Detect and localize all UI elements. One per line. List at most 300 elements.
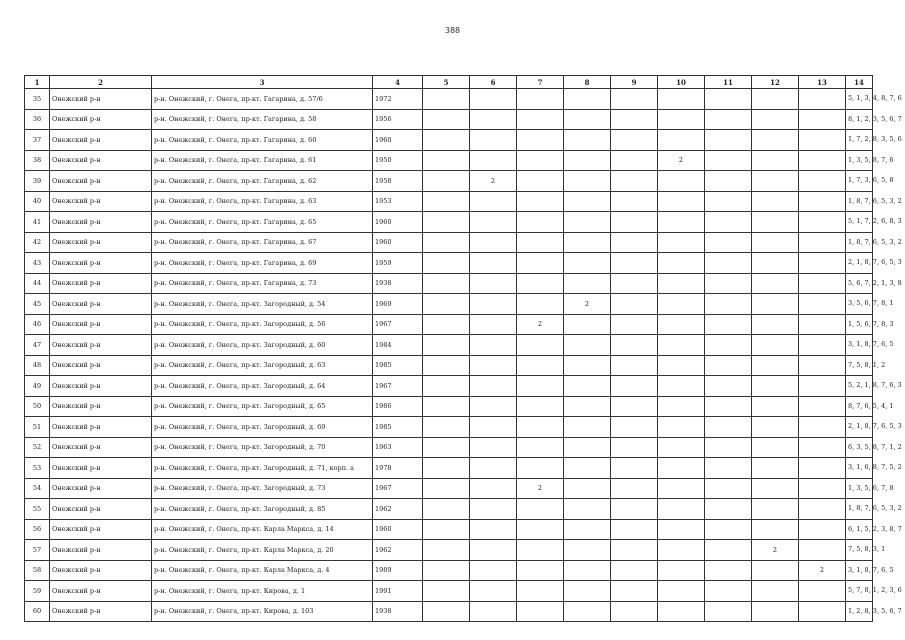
address-cell: р-н. Онежский, г. Онега, пр-кт. Гагарина, д. 63: [152, 191, 373, 212]
year-cell: 1989: [373, 560, 423, 581]
address-cell: р-н. Онежский, г. Онега, пр-кт. Загородный, д. 63: [152, 355, 373, 376]
value-cell: [423, 171, 470, 192]
value-cell: [564, 437, 611, 458]
value-cell: [611, 335, 658, 356]
address-cell: р-н. Онежский, г. Онега, пр-кт. Гагарина, д. 73: [152, 273, 373, 294]
value-cell: [470, 273, 517, 294]
year-cell: 1972: [373, 89, 423, 110]
sequence-cell: 2, 1, 8, 7, 6, 5, 3: [846, 417, 873, 438]
sequence-cell: 3, 1, 6, 8, 7, 5, 2: [846, 458, 873, 479]
value-cell: [752, 601, 799, 622]
value-cell: 2: [799, 560, 846, 581]
sequence-cell: 1, 3, 5, 6, 7, 8: [846, 478, 873, 499]
address-cell: р-н. Онежский, г. Онега, пр-кт. Загородный, д. 85: [152, 499, 373, 520]
sequence-cell: 2, 1, 8, 7, 6, 5, 3: [846, 253, 873, 274]
value-cell: [517, 273, 564, 294]
district-cell: Онежский р-н: [50, 109, 152, 130]
value-cell: [423, 376, 470, 397]
value-cell: [470, 376, 517, 397]
value-cell: [752, 560, 799, 581]
year-cell: 1985: [373, 355, 423, 376]
value-cell: [423, 150, 470, 171]
value-cell: [611, 253, 658, 274]
row-number-cell: 46: [25, 314, 50, 335]
row-number-cell: 39: [25, 171, 50, 192]
value-cell: [611, 212, 658, 233]
value-cell: [799, 171, 846, 192]
address-cell: р-н. Онежский, г. Онега, пр-кт. Загородный, д. 73: [152, 478, 373, 499]
header-row: [25, 76, 873, 89]
value-cell: [611, 355, 658, 376]
district-cell: Онежский р-н: [50, 191, 152, 212]
row-number-cell: 51: [25, 417, 50, 438]
row-number-cell: 40: [25, 191, 50, 212]
address-cell: р-н. Онежский, г. Онега, пр-кт. Гагарина, д. 60: [152, 130, 373, 151]
row-number-cell: 41: [25, 212, 50, 233]
value-cell: [470, 294, 517, 315]
address-cell: р-н. Онежский, г. Онега, пр-кт. Загородный, д. 54: [152, 294, 373, 315]
column-header: 8: [564, 76, 611, 89]
value-cell: [799, 314, 846, 335]
row-number-cell: 54: [25, 478, 50, 499]
value-cell: [564, 273, 611, 294]
value-cell: [517, 519, 564, 540]
value-cell: [705, 417, 752, 438]
value-cell: [423, 335, 470, 356]
value-cell: [423, 294, 470, 315]
column-header: 9: [611, 76, 658, 89]
value-cell: [705, 335, 752, 356]
district-cell: Онежский р-н: [50, 89, 152, 110]
value-cell: [564, 212, 611, 233]
column-header: 5: [423, 76, 470, 89]
column-header: 2: [50, 76, 152, 89]
district-cell: Онежский р-н: [50, 540, 152, 561]
sequence-cell: 1, 5, 6, 7, 8, 3: [846, 314, 873, 335]
value-cell: [799, 581, 846, 602]
value-cell: [658, 109, 705, 130]
address-cell: р-н. Онежский, г. Онега, пр-кт. Карла Маркса, д. 4: [152, 560, 373, 581]
district-cell: Онежский р-н: [50, 376, 152, 397]
table-row: [25, 478, 873, 499]
value-cell: [799, 437, 846, 458]
value-cell: [799, 150, 846, 171]
table-row: [25, 355, 873, 376]
value-cell: [470, 581, 517, 602]
value-cell: [658, 273, 705, 294]
value-cell: [658, 191, 705, 212]
sequence-cell: 1, 7, 2, 8, 3, 5, 6: [846, 130, 873, 151]
value-cell: [423, 581, 470, 602]
value-cell: [470, 560, 517, 581]
value-cell: [752, 396, 799, 417]
year-cell: 1960: [373, 130, 423, 151]
year-cell: 1960: [373, 519, 423, 540]
row-number-cell: 43: [25, 253, 50, 274]
value-cell: [611, 109, 658, 130]
value-cell: [564, 396, 611, 417]
value-cell: [564, 417, 611, 438]
address-cell: р-н. Онежский, г. Онега, пр-кт. Загородный, д. 70: [152, 437, 373, 458]
address-cell: р-н. Онежский, г. Онега, пр-кт. Гагарина, д. 58: [152, 109, 373, 130]
district-cell: Онежский р-н: [50, 130, 152, 151]
address-cell: р-н. Онежский, г. Онега, пр-кт. Загородный, д. 69: [152, 417, 373, 438]
value-cell: [705, 314, 752, 335]
value-cell: [611, 273, 658, 294]
value-cell: [799, 212, 846, 233]
value-cell: [799, 376, 846, 397]
value-cell: [517, 335, 564, 356]
value-cell: [564, 232, 611, 253]
value-cell: [517, 560, 564, 581]
value-cell: [705, 437, 752, 458]
value-cell: [564, 130, 611, 151]
value-cell: 2: [517, 314, 564, 335]
value-cell: [611, 458, 658, 479]
value-cell: [517, 109, 564, 130]
table-row: [25, 376, 873, 397]
value-cell: [470, 232, 517, 253]
value-cell: [470, 458, 517, 479]
value-cell: [658, 212, 705, 233]
value-cell: [799, 540, 846, 561]
value-cell: [705, 458, 752, 479]
value-cell: [470, 253, 517, 274]
district-cell: Онежский р-н: [50, 396, 152, 417]
value-cell: [517, 601, 564, 622]
column-header: 14: [846, 76, 873, 89]
address-cell: р-н. Онежский, г. Онега, пр-кт. Загородный, д. 64: [152, 376, 373, 397]
value-cell: [470, 89, 517, 110]
table-row: [25, 212, 873, 233]
district-cell: Онежский р-н: [50, 273, 152, 294]
row-number-cell: 36: [25, 109, 50, 130]
column-header: 11: [705, 76, 752, 89]
sequence-cell: 5, 2, 1, 8, 7, 6, 3: [846, 376, 873, 397]
sequence-cell: 6, 3, 5, 8, 7, 1, 2: [846, 437, 873, 458]
value-cell: [705, 355, 752, 376]
value-cell: [470, 417, 517, 438]
sequence-cell: 3, 1, 8, 7, 6, 5: [846, 560, 873, 581]
value-cell: [611, 314, 658, 335]
value-cell: [517, 232, 564, 253]
table-row: [25, 601, 873, 622]
district-cell: Онежский р-н: [50, 417, 152, 438]
district-cell: Онежский р-н: [50, 150, 152, 171]
table-row: [25, 437, 873, 458]
column-header: 6: [470, 76, 517, 89]
table-row: [25, 540, 873, 561]
row-number-cell: 49: [25, 376, 50, 397]
row-number-cell: 42: [25, 232, 50, 253]
value-cell: [517, 212, 564, 233]
value-cell: [658, 130, 705, 151]
sequence-cell: 1, 3, 5, 8, 7, 6: [846, 150, 873, 171]
table-row: [25, 273, 873, 294]
value-cell: [658, 253, 705, 274]
value-cell: [611, 540, 658, 561]
address-cell: р-н. Онежский, г. Онега, пр-кт. Загородный, д. 60: [152, 335, 373, 356]
table-row: [25, 171, 873, 192]
value-cell: [799, 232, 846, 253]
row-number-cell: 37: [25, 130, 50, 151]
value-cell: [564, 581, 611, 602]
value-cell: [470, 478, 517, 499]
value-cell: [564, 458, 611, 479]
value-cell: [611, 130, 658, 151]
value-cell: [564, 314, 611, 335]
sequence-cell: 1, 8, 7, 6, 5, 3, 2: [846, 232, 873, 253]
sequence-cell: 5, 1, 7, 2, 6, 8, 3: [846, 212, 873, 233]
value-cell: [658, 355, 705, 376]
value-cell: [517, 376, 564, 397]
value-cell: [658, 601, 705, 622]
value-cell: [611, 581, 658, 602]
value-cell: [705, 478, 752, 499]
column-header: 10: [658, 76, 705, 89]
value-cell: [752, 499, 799, 520]
value-cell: [470, 191, 517, 212]
table-row: [25, 294, 873, 315]
district-cell: Онежский р-н: [50, 355, 152, 376]
address-cell: р-н. Онежский, г. Онега, пр-кт. Карла Маркса, д. 14: [152, 519, 373, 540]
value-cell: 2: [470, 171, 517, 192]
row-number-cell: 58: [25, 560, 50, 581]
sequence-cell: 7, 5, 8, 1, 2: [846, 355, 873, 376]
district-cell: Онежский р-н: [50, 458, 152, 479]
value-cell: [752, 417, 799, 438]
value-cell: [705, 601, 752, 622]
value-cell: [752, 437, 799, 458]
sequence-cell: 1, 7, 3, 6, 5, 8: [846, 171, 873, 192]
value-cell: [564, 478, 611, 499]
value-cell: [423, 437, 470, 458]
value-cell: [658, 540, 705, 561]
year-cell: 1958: [373, 171, 423, 192]
district-cell: Онежский р-н: [50, 253, 152, 274]
value-cell: [705, 89, 752, 110]
value-cell: [611, 437, 658, 458]
value-cell: [470, 540, 517, 561]
value-cell: [658, 232, 705, 253]
address-cell: р-н. Онежский, г. Онега, пр-кт. Гагарина, д. 61: [152, 150, 373, 171]
value-cell: [423, 601, 470, 622]
value-cell: [705, 150, 752, 171]
district-cell: Онежский р-н: [50, 437, 152, 458]
value-cell: [423, 519, 470, 540]
value-cell: [658, 458, 705, 479]
district-cell: Онежский р-н: [50, 560, 152, 581]
value-cell: [799, 253, 846, 274]
value-cell: [658, 396, 705, 417]
value-cell: [611, 417, 658, 438]
address-cell: р-н. Онежский, г. Онега, пр-кт. Гагарина, д. 57/6: [152, 89, 373, 110]
address-cell: р-н. Онежский, г. Онега, пр-кт. Гагарина, д. 62: [152, 171, 373, 192]
year-cell: 1956: [373, 109, 423, 130]
value-cell: [705, 560, 752, 581]
value-cell: [752, 273, 799, 294]
value-cell: [423, 232, 470, 253]
value-cell: [517, 355, 564, 376]
district-cell: Онежский р-н: [50, 294, 152, 315]
value-cell: [658, 171, 705, 192]
value-cell: [752, 458, 799, 479]
value-cell: [517, 130, 564, 151]
value-cell: [423, 212, 470, 233]
table-row: [25, 581, 873, 602]
row-number-cell: 35: [25, 89, 50, 110]
table-row: [25, 396, 873, 417]
row-number-cell: 59: [25, 581, 50, 602]
sequence-cell: 8, 1, 2, 3, 5, 6, 7: [846, 109, 873, 130]
value-cell: 2: [752, 540, 799, 561]
value-cell: [611, 171, 658, 192]
value-cell: [564, 355, 611, 376]
district-cell: Онежский р-н: [50, 232, 152, 253]
value-cell: [611, 294, 658, 315]
value-cell: [705, 171, 752, 192]
value-cell: [799, 273, 846, 294]
year-cell: 1978: [373, 458, 423, 479]
value-cell: 2: [658, 150, 705, 171]
column-header: 13: [799, 76, 846, 89]
value-cell: [752, 581, 799, 602]
district-cell: Онежский р-н: [50, 314, 152, 335]
value-cell: [517, 294, 564, 315]
address-cell: р-н. Онежский, г. Онега, пр-кт. Гагарина, д. 67: [152, 232, 373, 253]
table-row: [25, 109, 873, 130]
value-cell: [799, 458, 846, 479]
value-cell: [611, 376, 658, 397]
sequence-cell: 5, 7, 8, 1, 2, 3, 6: [846, 581, 873, 602]
year-cell: 1967: [373, 376, 423, 397]
value-cell: [423, 499, 470, 520]
value-cell: [705, 294, 752, 315]
value-cell: [564, 560, 611, 581]
table-row: [25, 335, 873, 356]
value-cell: [564, 540, 611, 561]
value-cell: [517, 499, 564, 520]
value-cell: [564, 89, 611, 110]
value-cell: [752, 294, 799, 315]
year-cell: 1967: [373, 314, 423, 335]
register-table: [24, 75, 902, 622]
value-cell: [705, 109, 752, 130]
value-cell: [752, 232, 799, 253]
value-cell: [564, 171, 611, 192]
value-cell: [658, 335, 705, 356]
value-cell: [799, 191, 846, 212]
value-cell: [423, 130, 470, 151]
value-cell: [517, 396, 564, 417]
value-cell: [564, 150, 611, 171]
value-cell: [423, 560, 470, 581]
value-cell: [423, 478, 470, 499]
column-header: 4: [373, 76, 423, 89]
table-row: [25, 560, 873, 581]
row-number-cell: 57: [25, 540, 50, 561]
value-cell: [611, 232, 658, 253]
value-cell: [611, 519, 658, 540]
value-cell: [517, 458, 564, 479]
value-cell: [752, 355, 799, 376]
year-cell: 1960: [373, 212, 423, 233]
district-cell: Онежский р-н: [50, 519, 152, 540]
value-cell: [658, 294, 705, 315]
value-cell: [423, 314, 470, 335]
table-row: [25, 314, 873, 335]
district-cell: Онежский р-н: [50, 171, 152, 192]
year-cell: 1963: [373, 437, 423, 458]
value-cell: [752, 109, 799, 130]
value-cell: [470, 335, 517, 356]
year-cell: 1962: [373, 540, 423, 561]
year-cell: 1991: [373, 581, 423, 602]
value-cell: [611, 499, 658, 520]
row-number-cell: 55: [25, 499, 50, 520]
value-cell: [517, 540, 564, 561]
value-cell: [658, 478, 705, 499]
value-cell: [611, 560, 658, 581]
value-cell: [470, 150, 517, 171]
row-number-cell: 48: [25, 355, 50, 376]
year-cell: 1962: [373, 499, 423, 520]
value-cell: [752, 150, 799, 171]
address-cell: р-н. Онежский, г. Онега, пр-кт. Гагарина, д. 65: [152, 212, 373, 233]
value-cell: [470, 499, 517, 520]
district-cell: Онежский р-н: [50, 601, 152, 622]
district-cell: Онежский р-н: [50, 335, 152, 356]
value-cell: [799, 519, 846, 540]
value-cell: [517, 171, 564, 192]
value-cell: [752, 212, 799, 233]
value-cell: [705, 232, 752, 253]
value-cell: [611, 191, 658, 212]
value-cell: [517, 150, 564, 171]
value-cell: [470, 437, 517, 458]
value-cell: [705, 253, 752, 274]
row-number-cell: 56: [25, 519, 50, 540]
column-header: 7: [517, 76, 564, 89]
year-cell: 1984: [373, 335, 423, 356]
value-cell: [799, 417, 846, 438]
year-cell: 1938: [373, 601, 423, 622]
value-cell: [752, 89, 799, 110]
value-cell: [658, 437, 705, 458]
year-cell: 1985: [373, 417, 423, 438]
value-cell: [423, 417, 470, 438]
value-cell: [705, 519, 752, 540]
district-cell: Онежский р-н: [50, 212, 152, 233]
value-cell: [705, 540, 752, 561]
year-cell: 1967: [373, 478, 423, 499]
row-number-cell: 44: [25, 273, 50, 294]
value-cell: [517, 437, 564, 458]
column-header: 1: [25, 76, 50, 89]
year-cell: 1953: [373, 191, 423, 212]
value-cell: [658, 376, 705, 397]
value-cell: [564, 109, 611, 130]
value-cell: [517, 89, 564, 110]
value-cell: 2: [517, 478, 564, 499]
value-cell: [658, 314, 705, 335]
value-cell: [658, 417, 705, 438]
value-cell: [611, 478, 658, 499]
value-cell: [752, 478, 799, 499]
table-row: [25, 232, 873, 253]
value-cell: [517, 191, 564, 212]
value-cell: [705, 396, 752, 417]
